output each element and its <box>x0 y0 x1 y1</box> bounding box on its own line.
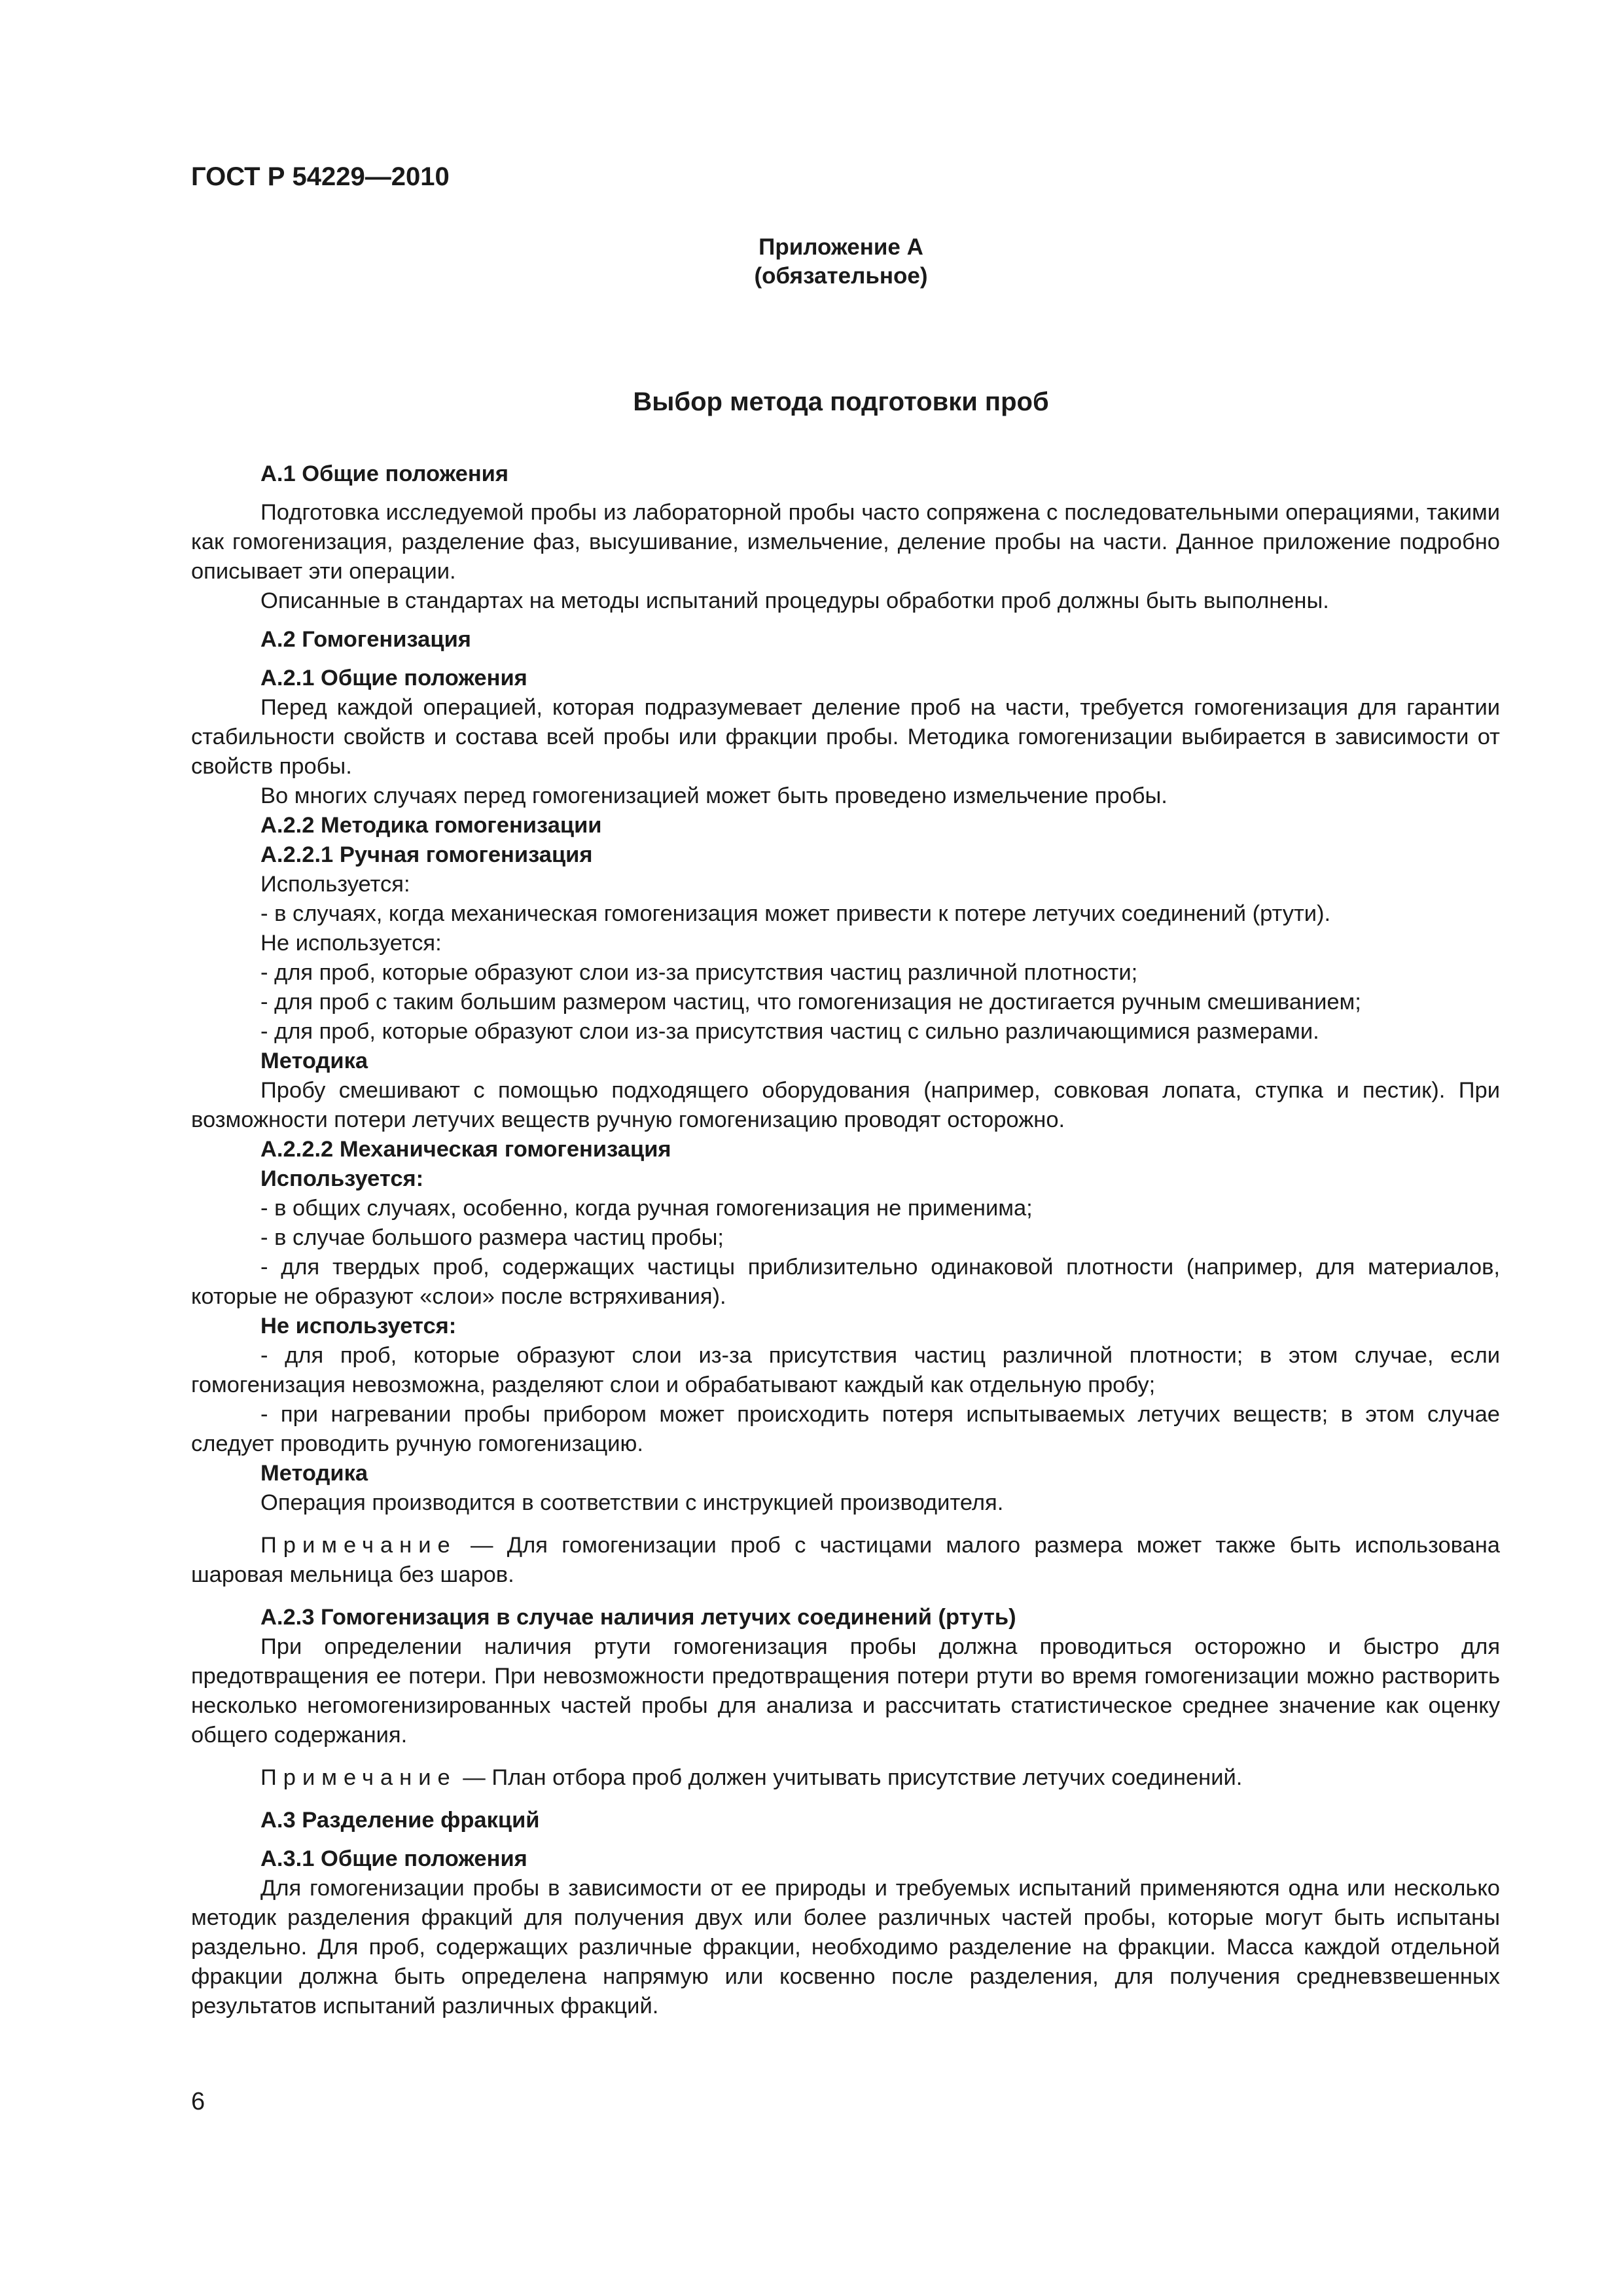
method-heading: Методика <box>260 1049 368 1073</box>
note-text: — План отбора проб должен учитывать присутствие летучих соединений. <box>456 1765 1243 1790</box>
list-item: - для твердых проб, содержащих частицы приблизительно одинаковой плотности (например, для материалов, которые не образуют «слои» после встряхивания). <box>191 1255 1500 1309</box>
list-item: - в общих случаях, особенно, когда ручная гомогенизация не применима; <box>260 1196 1033 1221</box>
method-heading: Методика <box>260 1461 368 1486</box>
list-item: - для проб, которые образуют слои из-за присутствия частиц различной плотности; в этом случае, если гомогенизация невозможна, разделяют слои и обрабатывают каждый как отдельную пробу; <box>191 1343 1500 1397</box>
paragraph: При определении наличия ртути гомогенизация пробы должна проводиться осторожно и быстро для предотвращения ее потери. При невозможности предотвращения потери ртути во время гомогенизации можно растворить несколько негомогенизированных частей пробы для анализа и рассчитать статистическое среднее значение как оценку общего содержания. <box>191 1634 1500 1748</box>
paragraph: Во многих случаях перед гомогенизацией может быть проведено измельчение пробы. <box>260 783 1168 808</box>
list-item: - в случае большого размера частиц пробы; <box>260 1225 724 1250</box>
paragraph: Описанные в стандартах на методы испытаний процедуры обработки проб должны быть выполнены. <box>260 588 1329 613</box>
note-label: Примечание <box>260 1533 457 1558</box>
list-item: - при нагревании пробы прибором может происходить потеря испытываемых летучих веществ; в этом случае следует проводить ручную гомогенизацию. <box>191 1402 1500 1456</box>
appendix-label: Приложение А <box>758 234 923 260</box>
subsection-heading-a23: А.2.3 Гомогенизация в случае наличия летучих соединений (ртуть) <box>260 1605 1016 1630</box>
subsection-heading-a21: А.2.1 Общие положения <box>260 666 527 691</box>
section-heading-a2: А.2 Гомогенизация <box>260 627 471 652</box>
section-heading-a1: А.1 Общие положения <box>260 461 509 486</box>
list-label: Не используется: <box>260 1314 457 1338</box>
list-item: - для проб с таким большим размером частиц, что гомогенизация не достигается ручным смешиванием; <box>260 990 1361 1014</box>
subsection-heading-a221: А.2.2.1 Ручная гомогенизация <box>260 842 593 867</box>
section-heading-a3: А.3 Разделение фракций <box>260 1808 540 1833</box>
paragraph: Для гомогенизации пробы в зависимости от ее природы и требуемых испытаний применяются одна или несколько методик разделения фракций для получения двух или более различных частей пробы, которые могут быть испытаны раздельно. Для проб, содержащих различные фракции, необходимо разделение на фракции. Масса каждой отдельной фракции должна быть определена напрямую или косвенно после разделения, для получения средневзвешенных результатов испытаний различных фракций. <box>191 1876 1500 2018</box>
list-item: - для проб, которые образуют слои из-за присутствия частиц с сильно различающимися размерами. <box>260 1019 1319 1044</box>
subsection-heading-a31: А.3.1 Общие положения <box>260 1846 527 1871</box>
appendix-status: (обязательное) <box>754 263 928 289</box>
subsection-heading-a22: А.2.2 Методика гомогенизации <box>260 813 602 838</box>
note <box>191 1763 1500 1793</box>
paragraph: Перед каждой операцией, которая подразумевает деление проб на части, требуется гомогенизация для гарантии стабильности свойств и состава всей пробы или фракции пробы. Методика гомогенизации выбирается в зависимости от свойств пробы. <box>191 695 1500 779</box>
note-text: — Для гомогенизации проб с частицами малого размера может также быть использована шаровая мельница без шаров. <box>191 1533 1500 1587</box>
paragraph: Пробу смешивают с помощью подходящего оборудования (например, совковая лопата, ступка и пестик). При возможности потери летучих веществ ручную гомогенизацию проводят осторожно. <box>191 1078 1500 1132</box>
list-item: - для проб, которые образуют слои из-за присутствия частиц различной плотности; <box>260 960 1138 985</box>
subsection-heading-a222: А.2.2.2 Механическая гомогенизация <box>260 1137 671 1162</box>
appendix-title: Выбор метода подготовки проб <box>633 387 1049 416</box>
list-label: Не используется: <box>260 931 442 956</box>
page-number: 6 <box>191 2088 205 2115</box>
list-item: - в случаях, когда механическая гомогенизация может привести к потере летучих соединений (ртути). <box>260 901 1331 926</box>
paragraph: Подготовка исследуемой пробы из лабораторной пробы часто сопряжена с последовательными операциями, такими как гомогенизация, разделение фаз, высушивание, измельчение, деление пробы на части. Данное приложение подробно описывает эти операции. <box>191 500 1500 584</box>
document-body <box>191 459 1500 2021</box>
list-label: Используется: <box>260 872 410 897</box>
list-label: Используется: <box>260 1166 424 1191</box>
note <box>191 1531 1500 1590</box>
paragraph: Операция производится в соответствии с инструкцией производителя. <box>260 1490 1004 1515</box>
document-code: ГОСТ Р 54229—2010 <box>191 162 450 191</box>
note-label: Примечание <box>260 1765 457 1790</box>
